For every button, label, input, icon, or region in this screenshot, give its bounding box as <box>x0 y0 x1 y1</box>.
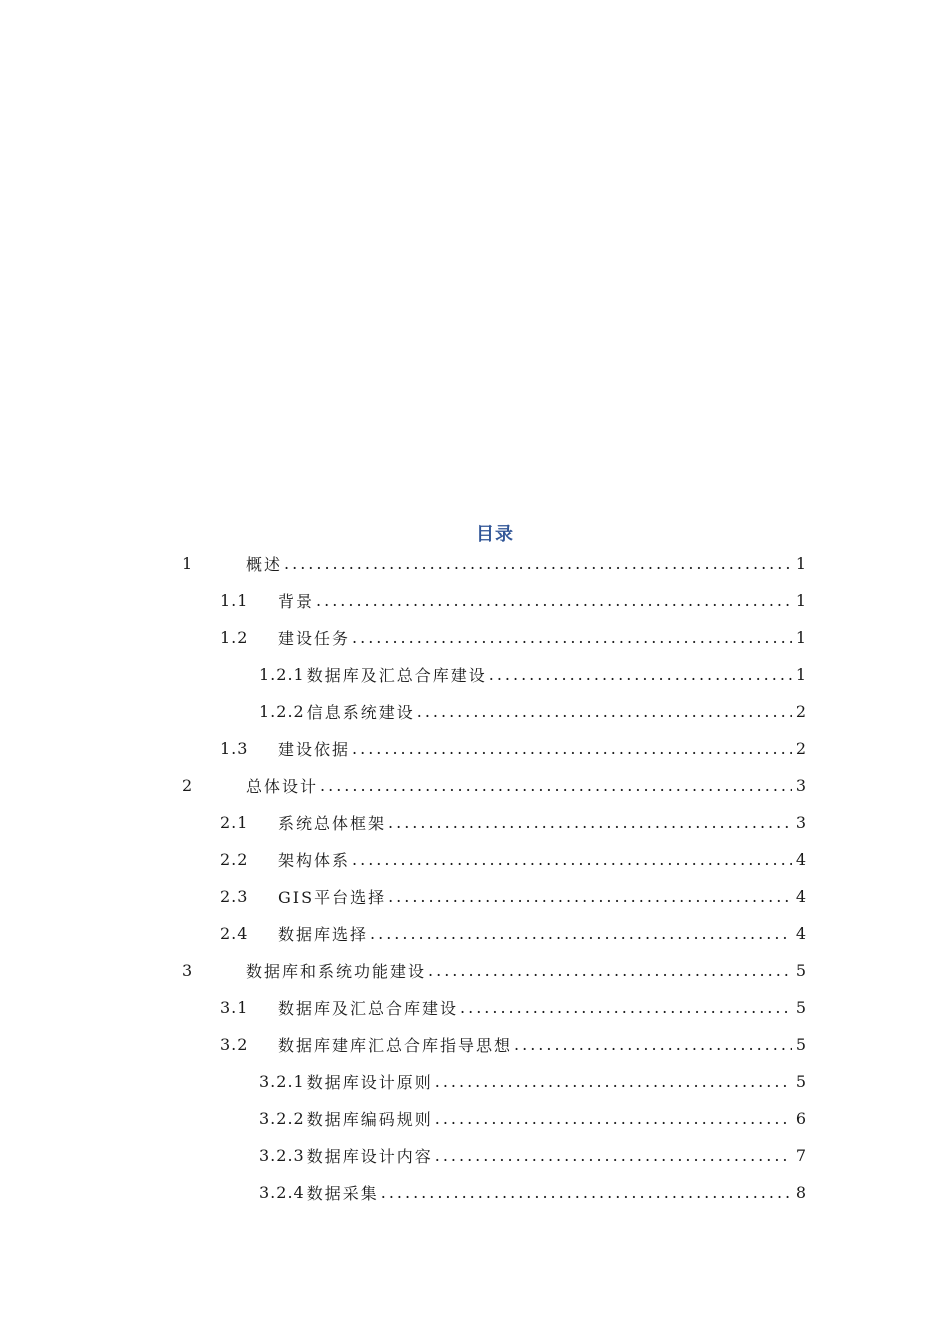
toc-entry-page: 4 <box>795 850 806 869</box>
toc-entry-label: 数据库设计原则 <box>306 1073 433 1092</box>
toc-entry-page: 1 <box>795 665 806 684</box>
toc-entry-number: 3.2.4 <box>259 1183 305 1202</box>
toc-entry-page: 7 <box>795 1146 806 1165</box>
toc-entry[interactable] <box>259 1100 806 1137</box>
toc-entry[interactable] <box>182 767 806 804</box>
toc-entry-page: 3 <box>795 776 806 795</box>
toc-entry-label: 数据库建库汇总合库指导思想 <box>278 1036 513 1055</box>
toc-dot-leader <box>388 813 792 832</box>
toc-entry-page: 1 <box>795 591 806 610</box>
toc-entry[interactable] <box>259 1137 806 1174</box>
toc-dot-leader <box>514 1035 792 1054</box>
toc-entry-page: 2 <box>795 702 806 721</box>
toc-dot-leader <box>428 961 792 980</box>
toc-dot-leader <box>352 850 792 869</box>
toc-entry-page: 5 <box>795 1035 806 1054</box>
toc-entry-number: 3 <box>182 961 194 980</box>
toc-entry-number: 1.1 <box>220 591 249 610</box>
toc-entry[interactable] <box>220 915 806 952</box>
toc-dot-leader <box>435 1072 792 1091</box>
toc-entry-label: 总体设计 <box>246 777 319 796</box>
toc-entry-page: 6 <box>795 1109 806 1128</box>
toc-dot-leader <box>460 998 792 1017</box>
toc-entry-label: 信息系统建设 <box>306 703 415 722</box>
toc-entry-label: 数据库和系统功能建设 <box>246 962 427 981</box>
toc-entry-page: 5 <box>795 998 806 1017</box>
toc-entry[interactable] <box>220 841 806 878</box>
toc-entry-number: 1 <box>182 554 194 573</box>
toc-dot-leader <box>417 702 792 721</box>
toc-entry-number: 3.2.1 <box>259 1072 305 1091</box>
toc-entry[interactable] <box>220 730 806 767</box>
toc-entry-number: 2.4 <box>220 924 249 943</box>
toc-entry[interactable] <box>259 1174 806 1211</box>
toc-entry-number: 3.2.2 <box>259 1109 305 1128</box>
toc-entry[interactable] <box>220 878 806 915</box>
toc-entry-page: 1 <box>795 628 806 647</box>
toc-entry-label: 数据库设计内容 <box>306 1147 433 1166</box>
toc-entry-page: 2 <box>795 739 806 758</box>
toc-dot-leader <box>370 924 792 943</box>
toc-entry[interactable] <box>220 804 806 841</box>
toc-entry-number: 2 <box>182 776 194 795</box>
toc-entry[interactable] <box>259 1063 806 1100</box>
toc-entry[interactable] <box>182 545 806 582</box>
toc-entry-label: GIS平台选择 <box>278 888 387 907</box>
toc-entry-page: 8 <box>795 1183 806 1202</box>
toc-dot-leader <box>316 591 792 610</box>
toc-title: 目录 <box>476 524 514 545</box>
toc-entry-label: 数据库编码规则 <box>306 1110 433 1129</box>
toc-entry[interactable] <box>220 1026 806 1063</box>
toc-entry-number: 3.2 <box>220 1035 249 1054</box>
toc-entry-label: 数据库及汇总合库建设 <box>306 666 487 685</box>
toc-entry-label: 建设依据 <box>278 740 351 759</box>
toc-entry-label: 背景 <box>278 592 315 611</box>
toc-entry-number: 1.2 <box>220 628 249 647</box>
toc-entry-number: 2.3 <box>220 887 249 906</box>
toc-dot-leader <box>320 776 792 795</box>
toc-dot-leader <box>352 739 792 758</box>
toc-entry-number: 2.2 <box>220 850 249 869</box>
toc-entry-page: 4 <box>795 887 806 906</box>
toc-dot-leader <box>388 887 792 906</box>
toc-entry-label: 建设任务 <box>278 629 351 648</box>
toc-dot-leader <box>352 628 792 647</box>
toc-entry-number: 1.2.2 <box>259 702 305 721</box>
toc-entry-label: 概述 <box>246 555 283 574</box>
toc-entry[interactable] <box>182 952 806 989</box>
toc-entry-label: 数据库及汇总合库建设 <box>278 999 459 1018</box>
toc-entry[interactable] <box>259 656 806 693</box>
toc-entry-page: 1 <box>795 554 806 573</box>
toc-entry-page: 5 <box>795 1072 806 1091</box>
toc-entry-number: 1.2.1 <box>259 665 305 684</box>
toc-dot-leader <box>284 554 792 573</box>
toc-entry-number: 2.1 <box>220 813 249 832</box>
toc-dot-leader <box>435 1146 792 1165</box>
toc-entry-number: 3.2.3 <box>259 1146 305 1165</box>
toc-entry-label: 数据库选择 <box>278 925 369 944</box>
toc-dot-leader <box>381 1183 792 1202</box>
toc-entry-page: 4 <box>795 924 806 943</box>
toc-entry-label: 架构体系 <box>278 851 351 870</box>
toc-entry-label: 数据采集 <box>306 1184 379 1203</box>
toc-entry-page: 5 <box>795 961 806 980</box>
toc-entry-page: 3 <box>795 813 806 832</box>
toc-entry[interactable] <box>220 989 806 1026</box>
toc-entry-number: 3.1 <box>220 998 249 1017</box>
toc-dot-leader <box>435 1109 792 1128</box>
toc-dot-leader <box>489 665 792 684</box>
toc-entry-number: 1.3 <box>220 739 249 758</box>
toc-entry[interactable] <box>220 582 806 619</box>
toc-entry[interactable] <box>259 693 806 730</box>
toc-entry[interactable] <box>220 619 806 656</box>
toc-entry-label: 系统总体框架 <box>278 814 387 833</box>
